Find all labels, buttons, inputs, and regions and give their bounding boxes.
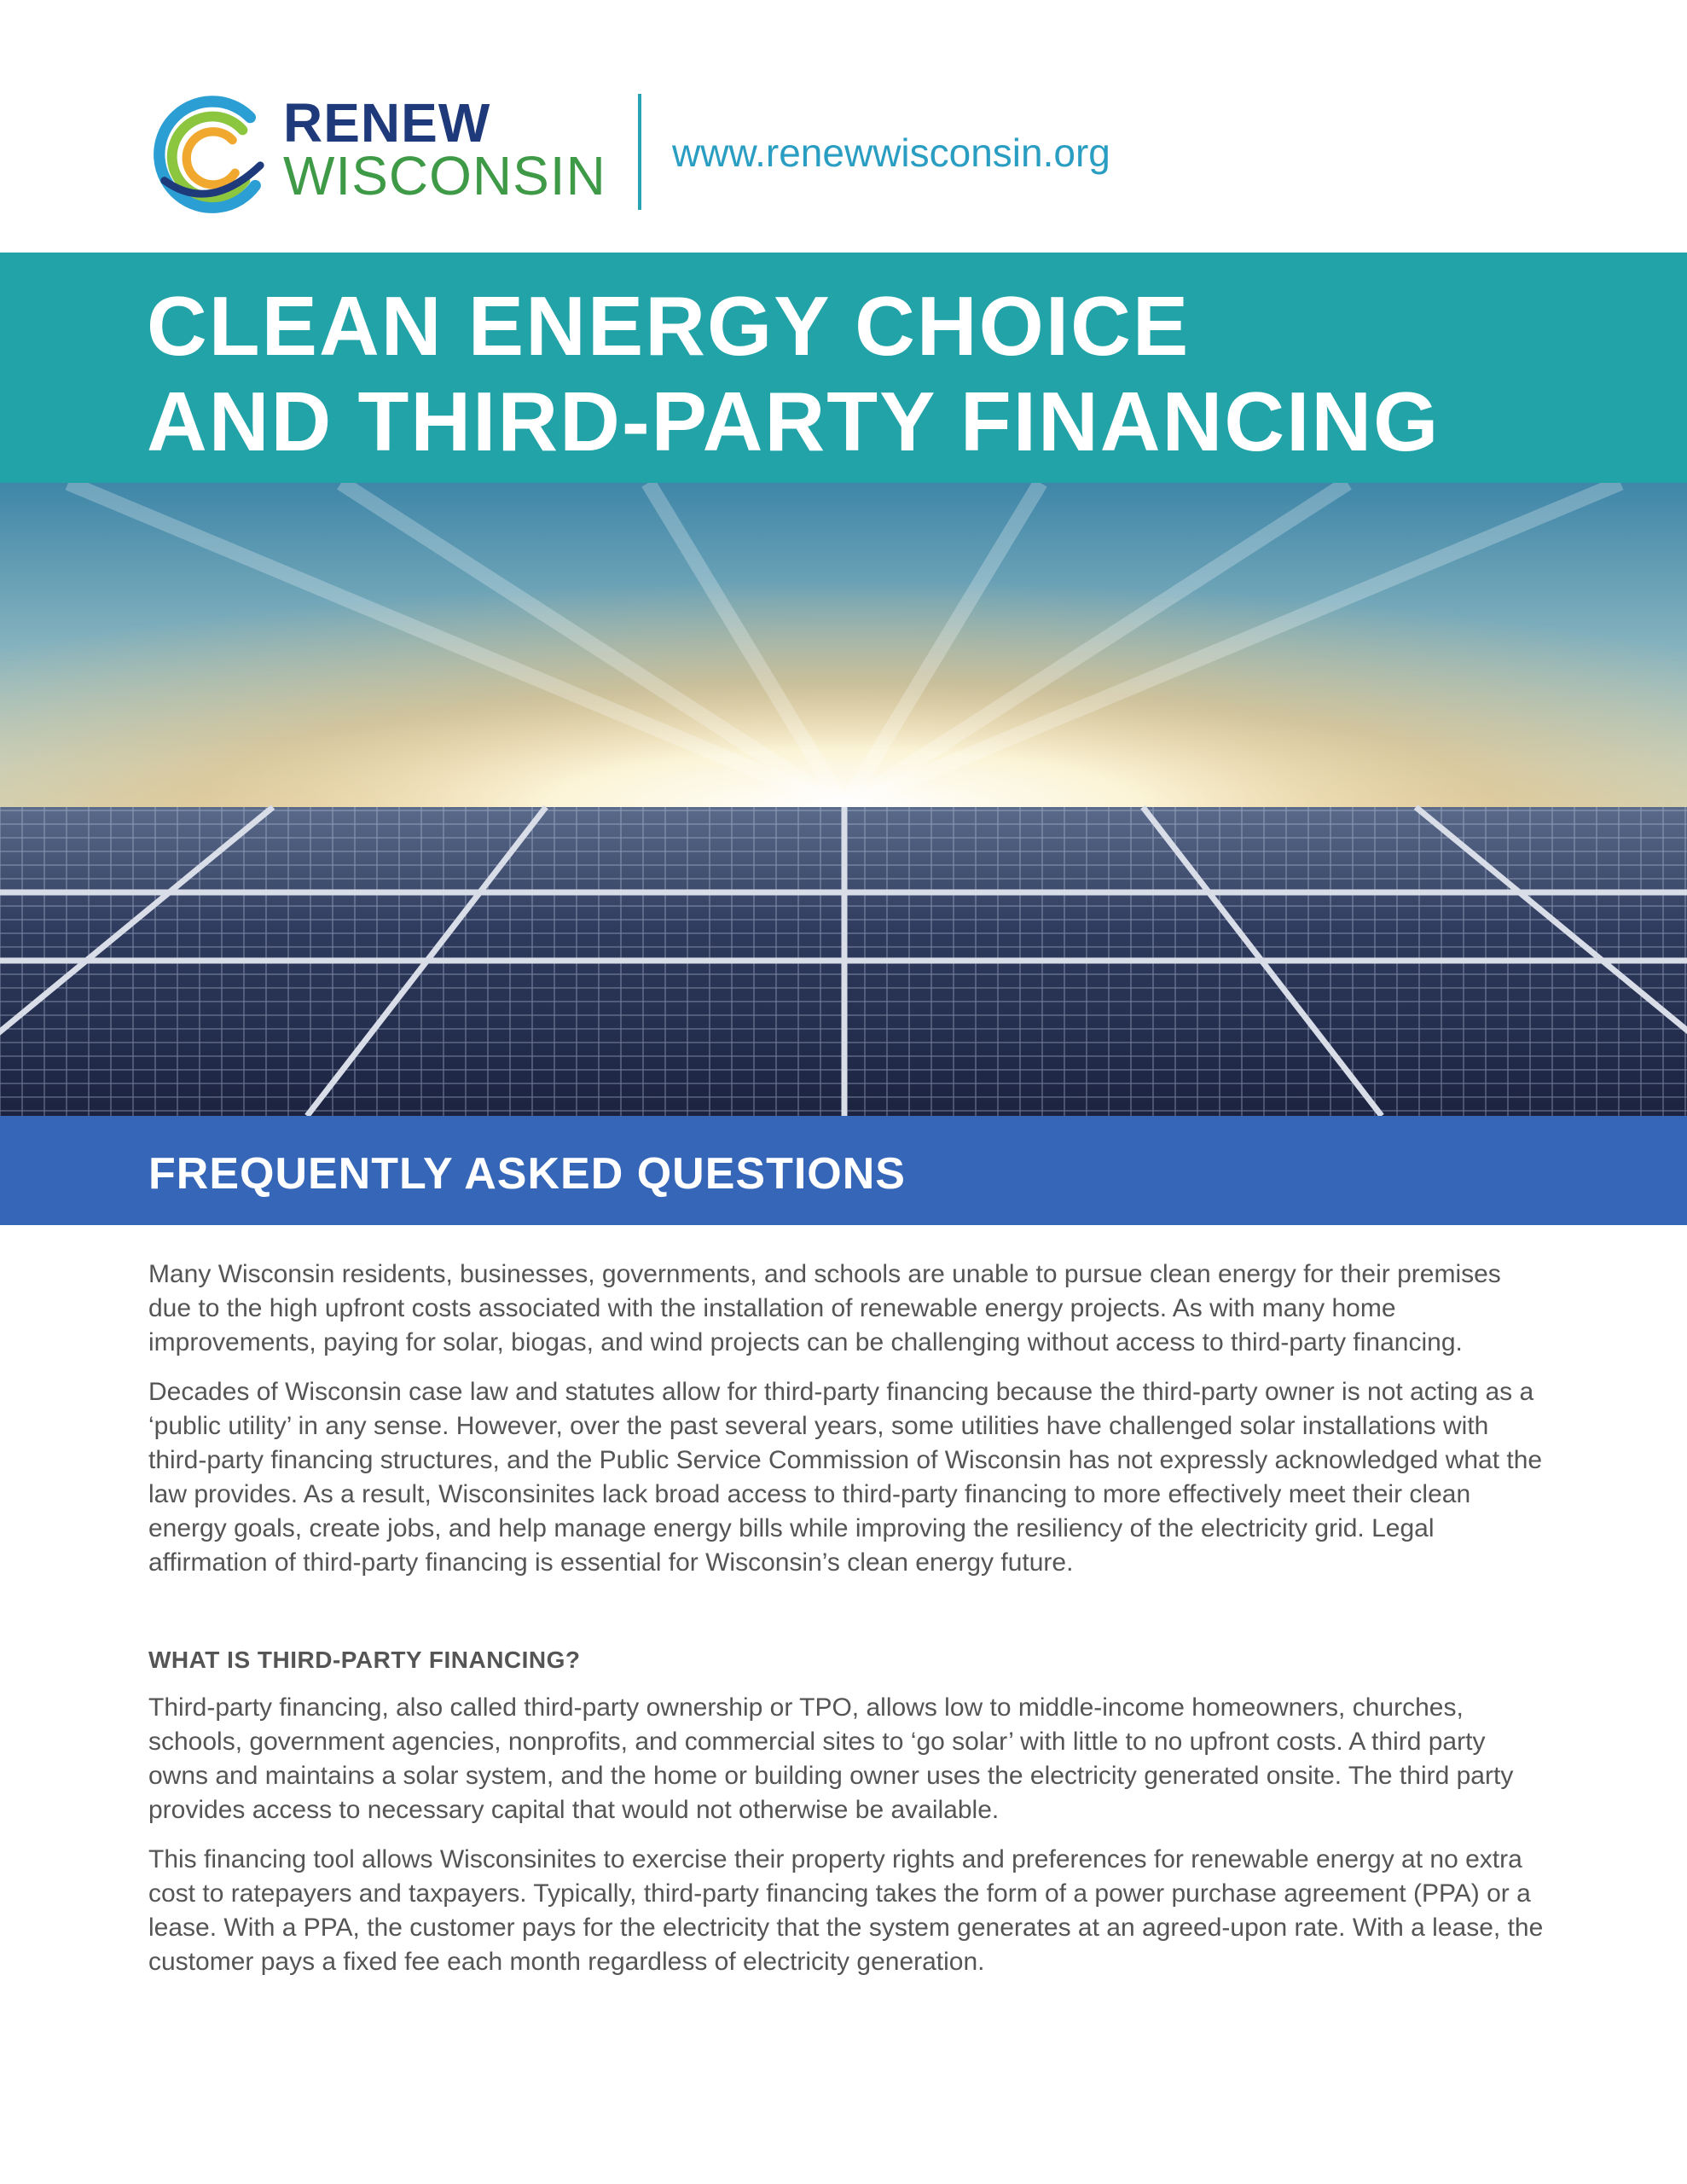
website-link[interactable]: www.renewwisconsin.org [672,131,1110,175]
brand-line-renew: RENEW [283,92,491,154]
faq-heading: FREQUENTLY ASKED QUESTIONS [148,1149,906,1199]
brand-wordmark [283,92,606,206]
section-paragraph-1: Third-party financing, also called third-party ownership or TPO, allows low to middle-income homeowners, churches, schools, government agencies, nonprofits, and commercial sites to ‘go solar’ with little to no upfront costs. A third party owns and maintains a solar system, and the home or building owner uses the electricity generated onsite. The third party provides access to necessary capital that would not otherwise be available. [148,1693,1514,1824]
intro-paragraph-1: Many Wisconsin residents, businesses, governments, and schools are unable to pursue clean energy for their premises due to the high upfront costs associated with the installation of renewable energy projects. As with many home improvements, paying for solar, biogas, and wind projects can be challenging without access to third-party financing. [148,1260,1501,1356]
article-body [148,1258,1547,1995]
intro-paragraph-2: Decades of Wisconsin case law and statutes allow for third-party financing because the third-party owner is not acting as a ‘public utility’ in any sense. However, over the past several years, some utilities have challenged solar installations with third-party financing structures, and the Public Service Commission of Wisconsin has not expressly acknowledged what the law provides. As a result, Wisconsinites lack broad access to third-party financing to more effectively meet their clean energy goals, create jobs, and help manage energy bills while improving the resiliency of the electricity grid. Legal affirmation of third-party financing is essential for Wisconsin’s clean energy future. [148,1378,1543,1577]
page-title [147,278,1440,469]
section-paragraph-2: This financing tool allows Wisconsinites to exercise their property rights and preferences for renewable energy at no extra cost to ratepayers and taxpayers. Typically, third-party financing takes the form of a power purchase agreement (PPA) or a lease. With a PPA, the customer pays for the electricity that the system generates at an agreed-upon rate. With a lease, the customer pays a fixed fee each month regardless of electricity generation. [148,1845,1544,1976]
hero-solar-image [0,483,1687,1116]
faq-band [0,1116,1687,1225]
title-band [0,253,1687,483]
page-title-line-1: CLEAN ENERGY CHOICE [147,279,1191,373]
section-heading: WHAT IS THIRD-PARTY FINANCING? [148,1647,581,1673]
renew-wisconsin-logo-icon [147,92,273,218]
header-divider [638,94,641,210]
brand-line-wisconsin: WISCONSIN [283,145,606,206]
header [0,0,1687,253]
page-title-line-2: AND THIRD-PARTY FINANCING [147,375,1441,468]
